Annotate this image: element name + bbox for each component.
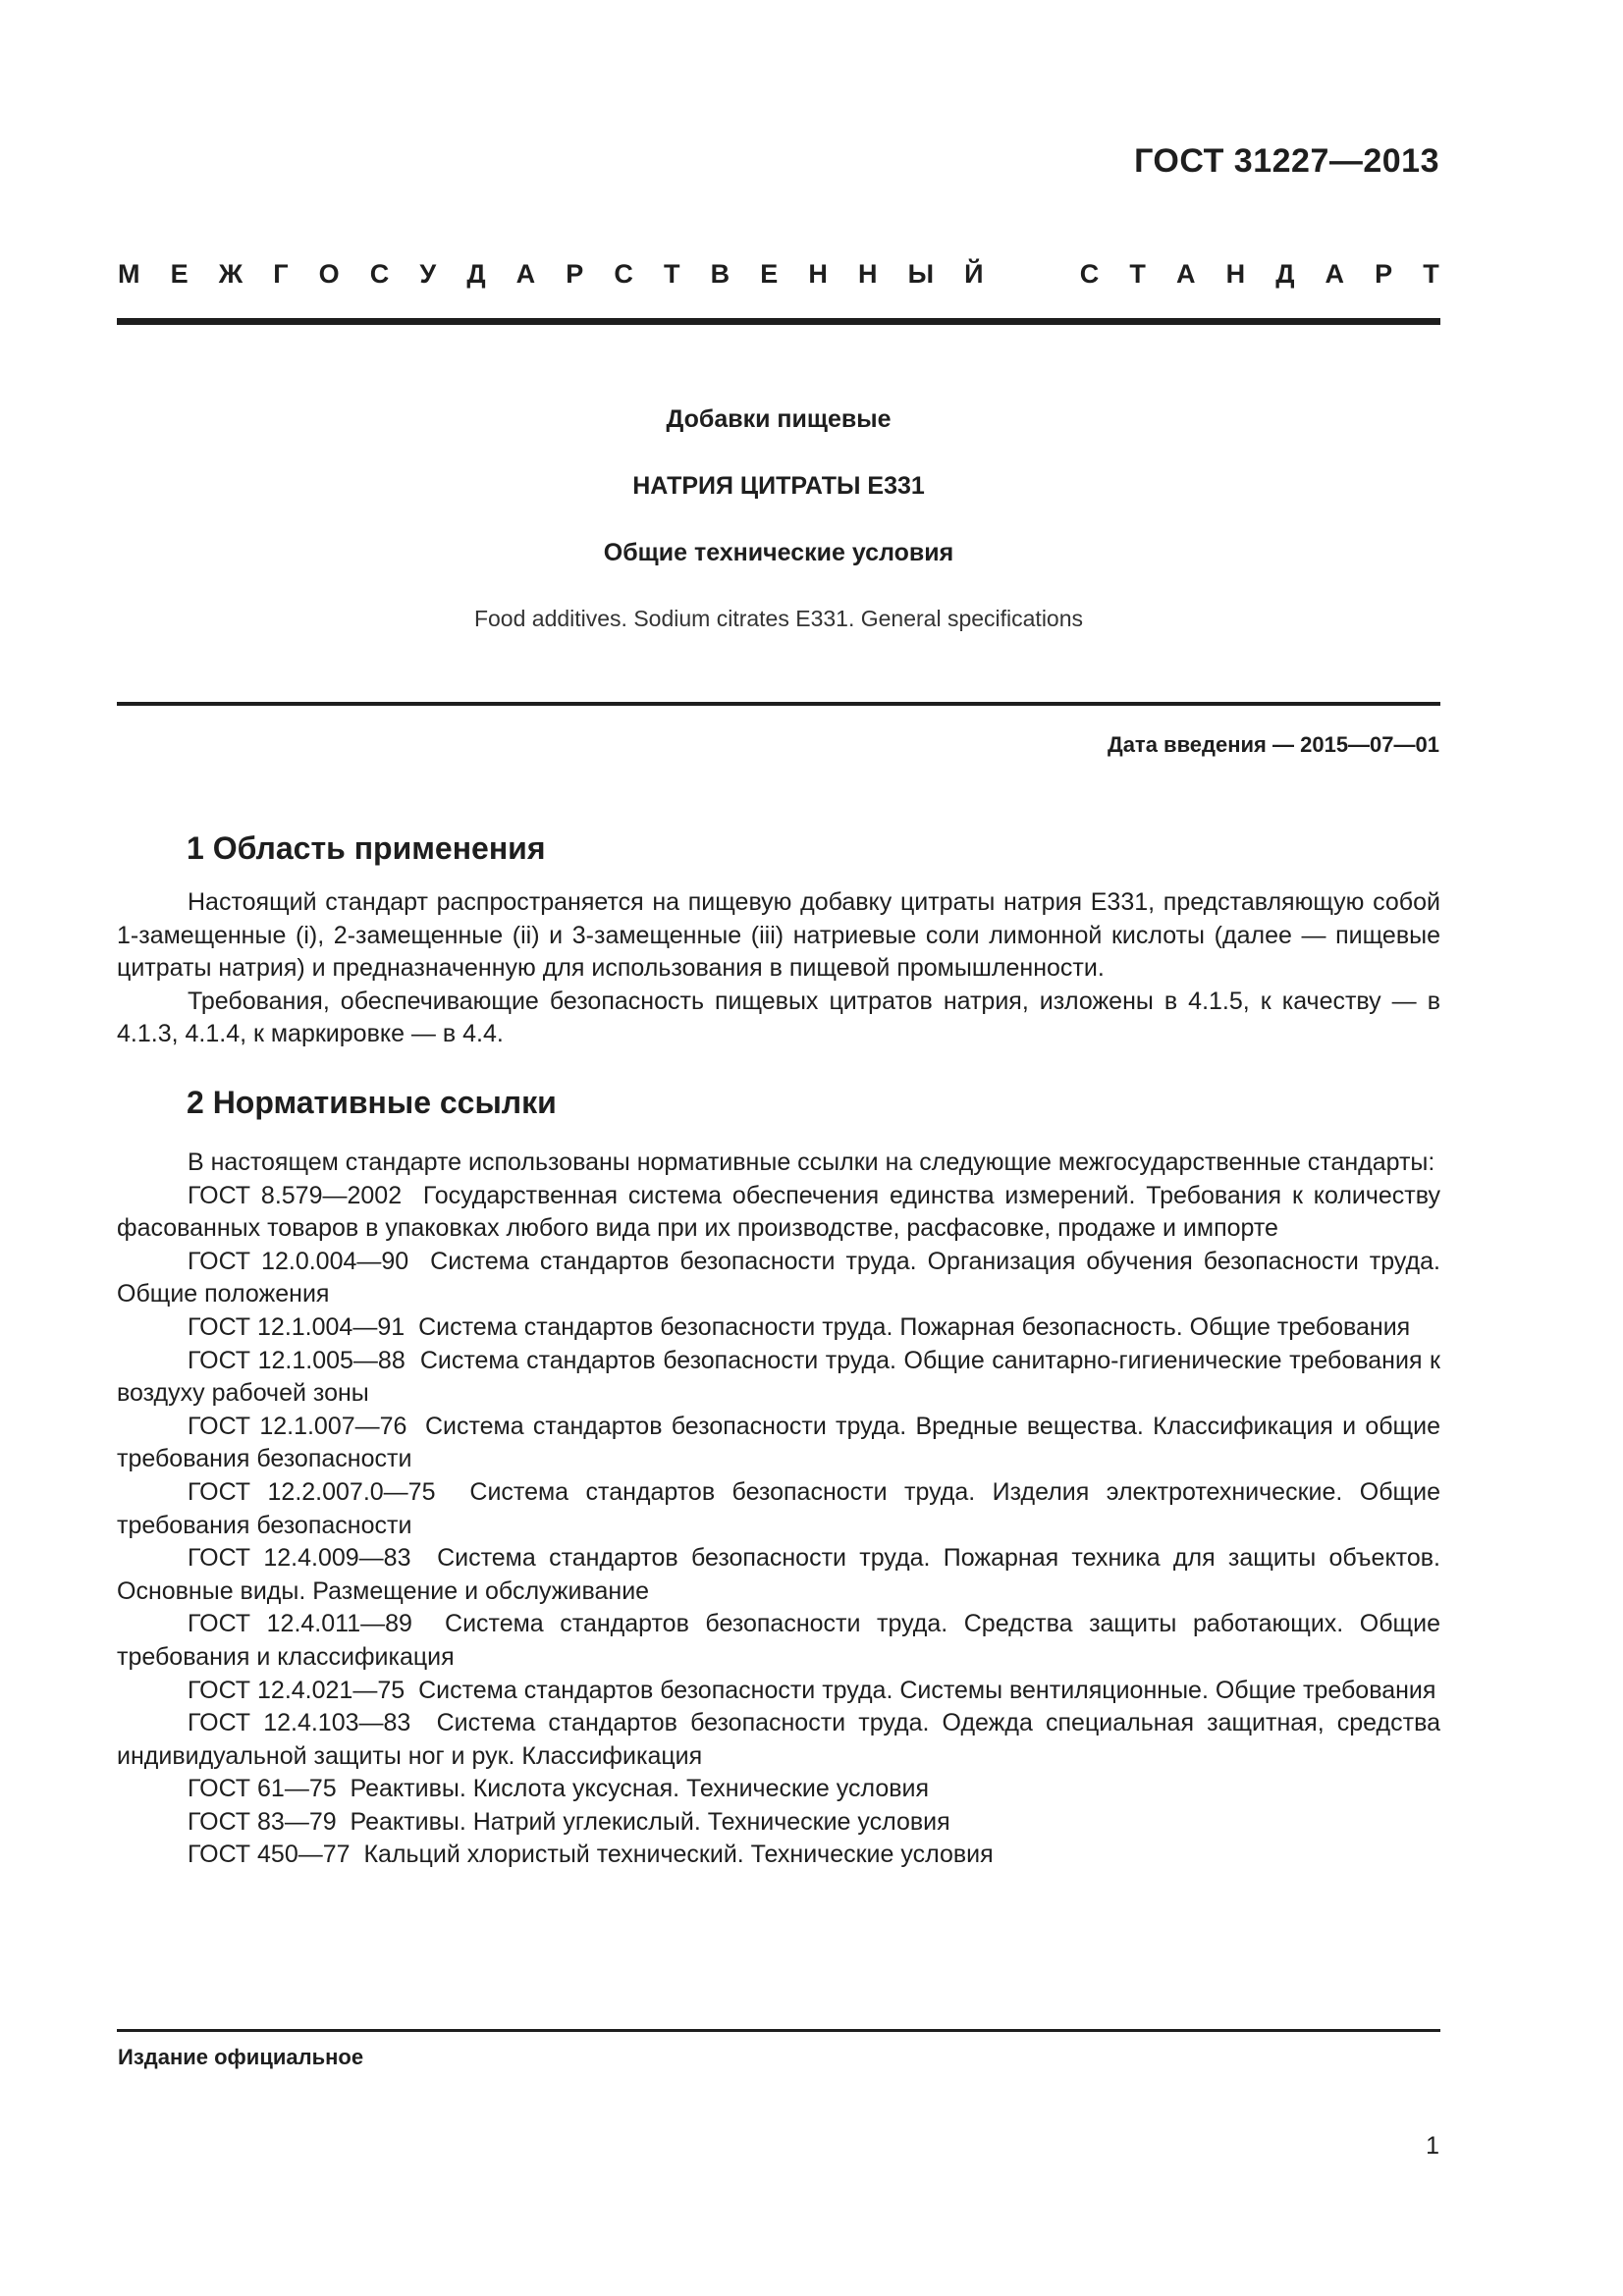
section-1-paragraph: Требования, обеспечивающие безопасность пищевых цитратов натрия, изложены в 4.1.5, к качеству — в 4.1.3, 4.1.4, к маркировке — в 4.4.: [117, 987, 1440, 1048]
banner-letter: Н: [857, 259, 878, 289]
banner-letter: О: [318, 259, 340, 289]
reference-entry: [117, 1773, 1440, 1806]
banner-letter: А: [515, 259, 536, 289]
reference-title: Реактивы. Кислота уксусная. Технические условия: [350, 1775, 929, 1803]
section-2-heading: 2 Нормативные ссылки: [187, 1085, 557, 1120]
banner-letter: Ы: [907, 259, 935, 289]
reference-entry: [117, 1411, 1440, 1476]
banner-letter: А: [1325, 259, 1345, 289]
banner-letter: С: [1079, 259, 1100, 289]
reference-code: ГОСТ 12.0.004—90: [188, 1247, 409, 1275]
reference-code: ГОСТ 12.1.004—91: [188, 1312, 406, 1341]
banner-letter: Ж: [218, 259, 243, 289]
reference-title: Система стандартов безопасности труда. Изделия электротехнические. Общие требования безопасности: [117, 1477, 1440, 1539]
reference-title: Система стандартов безопасности труда. Организация обучения безопасности труда. Общие положения: [117, 1247, 1440, 1308]
banner-letter: Е: [170, 259, 189, 289]
reference-code: ГОСТ 12.4.103—83: [188, 1709, 411, 1737]
banner-letter: Г: [273, 259, 289, 289]
banner-letter: У: [419, 259, 437, 289]
banner-letter: Т: [1129, 259, 1146, 289]
banner-letter: Е: [760, 259, 779, 289]
reference-entry: [117, 1180, 1440, 1246]
title-main: НАТРИЯ ЦИТРАТЫ Е331: [632, 472, 925, 500]
reference-code: ГОСТ 12.2.007.0—75: [188, 1477, 436, 1506]
edition-label: Издание официальное: [118, 2045, 364, 2069]
reference-title: Система стандартов безопасности труда. Пожарная безопасность. Общие требования: [418, 1312, 1411, 1341]
reference-title: Реактивы. Натрий углекислый. Технические условия: [350, 1807, 950, 1836]
reference-entry: [117, 1311, 1440, 1345]
footer-divider: [117, 2029, 1440, 2032]
title-category: Добавки пищевые: [666, 405, 892, 433]
reference-entry: [117, 1806, 1440, 1840]
reference-code: ГОСТ 83—79: [188, 1807, 337, 1836]
title-english: Food additives. Sodium citrates E331. General specifications: [473, 606, 1084, 631]
reference-title: Система стандартов безопасности труда. Пожарная техника для защиты объектов. Основные виды. Размещение и обслуживание: [117, 1544, 1440, 1605]
banner-letter: С: [614, 259, 633, 289]
standard-code: ГОСТ 31227—2013: [1134, 142, 1439, 180]
banner-letter: Т: [1423, 259, 1439, 289]
reference-entry: [117, 1345, 1440, 1411]
section-2-body: [117, 1147, 1440, 1872]
reference-title: Система стандартов безопасности труда. Одежда специальная защитная, средства индивидуальной защиты ног и рук. Классификация: [117, 1709, 1440, 1770]
banner-letter: С: [369, 259, 390, 289]
reference-code: ГОСТ 12.4.011—89: [188, 1610, 412, 1638]
reference-entry: [117, 1707, 1440, 1773]
standard-type-banner: [118, 259, 1439, 290]
reference-code: ГОСТ 61—75: [188, 1775, 337, 1803]
reference-title: Кальций хлористый технический. Технические условия: [363, 1841, 994, 1869]
reference-code: ГОСТ 450—77: [188, 1841, 351, 1869]
banner-letter: В: [710, 259, 730, 289]
banner-letter: Й: [964, 259, 984, 289]
reference-code: ГОСТ 12.4.009—83: [188, 1544, 411, 1573]
banner-letter: М: [118, 259, 140, 289]
reference-code: ГОСТ 12.1.007—76: [188, 1412, 407, 1440]
reference-code: ГОСТ 12.1.005—88: [188, 1346, 406, 1374]
banner-letter: Н: [1225, 259, 1246, 289]
section-1-body: [117, 886, 1440, 1051]
reference-entry: [117, 1246, 1440, 1311]
section-1-heading: 1 Область применения: [187, 830, 546, 866]
banner-letter: Д: [466, 259, 486, 289]
reference-code: ГОСТ 8.579—2002: [188, 1181, 403, 1209]
reference-title: Система стандартов безопасности труда. Средства защиты работающих. Общие требования и классификация: [117, 1610, 1440, 1671]
banner-word-gap: [1014, 259, 1050, 290]
banner-letter: Т: [664, 259, 680, 289]
banner-letter: А: [1175, 259, 1196, 289]
banner-letter: Р: [566, 259, 584, 289]
section-2-intro: В настоящем стандарте использованы нормативные ссылки на следующие межгосударственные стандарты:: [188, 1148, 1435, 1176]
reference-title: Государственная система обеспечения единства измерений. Требования к количеству фасованных товаров в упаковках любого вида при их производстве, расфасовке, продаже и импорте: [117, 1181, 1440, 1243]
reference-entry: [117, 1839, 1440, 1872]
reference-entry: [117, 1542, 1440, 1608]
reference-entry: [117, 1675, 1440, 1708]
introduction-date: Дата введения — 2015—07—01: [1108, 732, 1439, 757]
reference-title: Система стандартов безопасности труда. Системы вентиляционные. Общие требования: [418, 1676, 1436, 1704]
header-divider: [117, 318, 1440, 325]
reference-entry: [117, 1476, 1440, 1542]
reference-title: Система стандартов безопасности труда. Общие санитарно-гигиенические требования к воздуху рабочей зоны: [117, 1346, 1440, 1408]
reference-entry: [117, 1608, 1440, 1674]
banner-letter: Р: [1375, 259, 1393, 289]
title-subtitle: Общие технические условия: [603, 539, 954, 566]
title-divider: [117, 702, 1440, 706]
page-number: 1: [1426, 2132, 1439, 2160]
reference-code: ГОСТ 12.4.021—75: [188, 1676, 406, 1704]
section-1-paragraph: Настоящий стандарт распространяется на пищевую добавку цитраты натрия Е331, представляющую собой 1-замещенные (i), 2-замещенные (ii) и 3-замещенные (iii) натриевые соли лимонной кислоты (далее — пищевые цитраты натрия) и предназначенную для использования в пищевой промышленности.: [117, 888, 1440, 983]
reference-title: Система стандартов безопасности труда. Вредные вещества. Классификация и общие требования безопасности: [117, 1412, 1440, 1473]
banner-letter: Д: [1275, 259, 1295, 289]
banner-letter: Н: [808, 259, 828, 289]
